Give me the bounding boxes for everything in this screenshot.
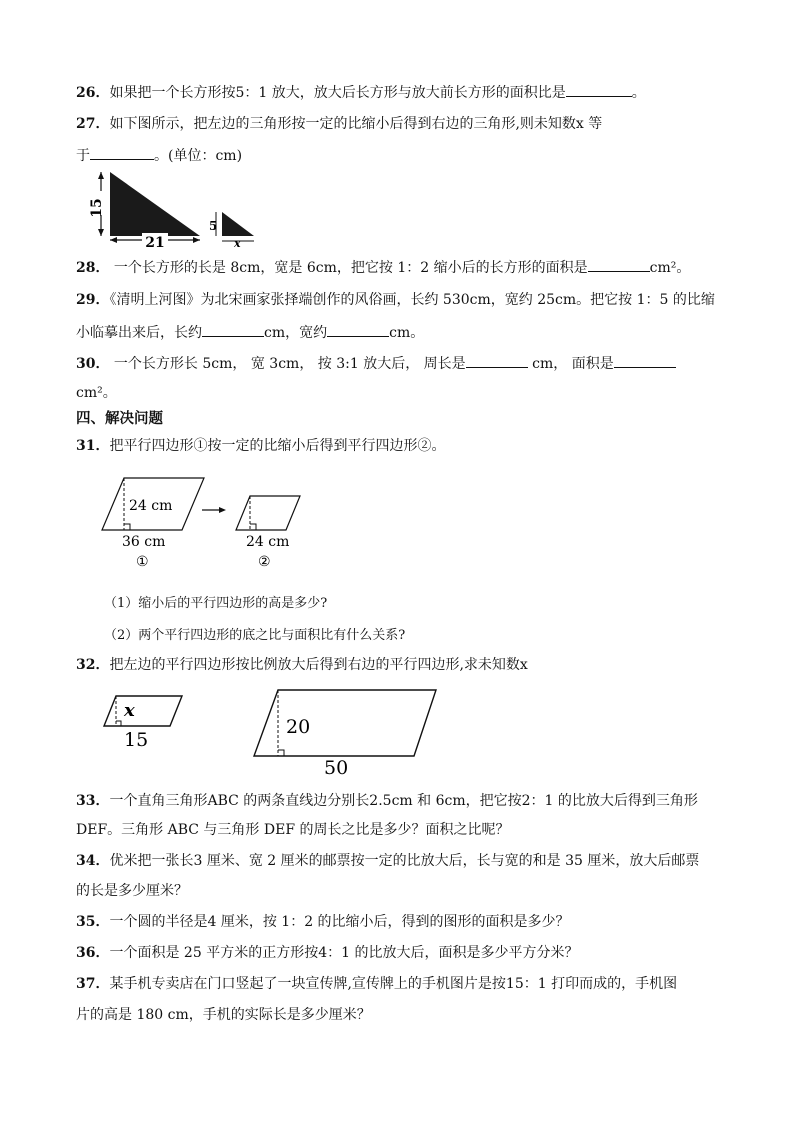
small-parallelogram-base-label: 15: [124, 729, 149, 751]
parallelogram-2-label: ②: [258, 554, 271, 570]
question-number: 34．: [76, 853, 110, 869]
question-37-line2: 片的高是 180 cm，手机的实际长是多少厘米？: [76, 1007, 371, 1023]
question-29: [76, 290, 715, 310]
question-34: [76, 851, 699, 871]
question-33-line2: DEF。三角形 ABC 与三角形 DEF 的周长之比是多少？面积之比呢？: [76, 822, 510, 838]
big-triangle-base-label: 21: [145, 235, 165, 251]
answer-blank[interactable]: [566, 82, 632, 97]
question-text: 一个长方形的长是 8cm，宽是 6cm，把它按 1：2 缩小后的长方形的面积是: [109, 260, 588, 276]
q31-subquestion-2: （2）两个平行四边形的底之比与面积比有什么关系?: [104, 628, 406, 643]
question-text: 一个直角三角形ABC 的两条直线边分别长2.5cm 和 6cm，把它按2：1 的比放大后得到三角形: [109, 793, 698, 809]
q31-subquestion-1: （1）缩小后的平行四边形的高是多少?: [104, 596, 328, 611]
question-text: cm， 面积是: [527, 356, 614, 372]
question-text: 按一定的比缩小后得到平行四边形: [207, 438, 418, 454]
q27-triangles-figure: [89, 168, 264, 251]
question-36: [76, 943, 578, 963]
question-text: 如果把一个长方形按5：1 放大，放大后长方形与放大前长方形的面积比是: [109, 85, 566, 101]
answer-blank[interactable]: [588, 257, 650, 272]
question-text: 于: [76, 148, 90, 164]
question-text: 某手机专卖店在门口竖起了一块宣传牌,宣传牌上的手机图片是按15：1 打印而成的，手机图: [109, 976, 678, 992]
question-number: 30．: [76, 356, 110, 372]
question-34-line2: 的长是多少厘米？: [76, 883, 188, 899]
question-text: 小临摹出来后，长约: [76, 325, 202, 341]
question-text: 一个圆的半径是4 厘米，按 1：2 的比缩小后，得到的图形的面积是多少？: [109, 914, 570, 930]
section-heading: 四、解决问题: [76, 410, 163, 427]
question-text-end: 。: [631, 85, 646, 101]
question-number: 33．: [76, 793, 110, 809]
answer-blank-perimeter[interactable]: [466, 353, 528, 368]
question-28: [76, 257, 690, 278]
q31-parallelograms-figure: [96, 470, 326, 580]
circled-number-1: ①: [193, 438, 208, 454]
question-number: 28．: [76, 260, 110, 276]
parallelogram-1-base-label: 36 cm: [122, 534, 166, 550]
question-text: 一个面积是 25 平方米的正方形按4：1 的比放大后，面积是多少平方分米？: [109, 945, 579, 961]
question-number: 32．: [76, 657, 110, 673]
question-text: 一个长方形长 5cm， 宽 3cm， 按 3:1 放大后， 周长是: [109, 356, 466, 372]
parallelogram-1-label: ①: [136, 554, 149, 570]
question-32: [76, 655, 528, 675]
question-text: 《清明上河图》为北宋画家张择端创作的风俗画，长约 530cm，宽约 25cm。把它按 1：5 的比缩: [109, 292, 715, 308]
question-text: 把左边的平行四边形按比例放大后得到右边的平行四边形,求未知数x: [109, 657, 528, 673]
question-35: [76, 912, 570, 932]
question-33: [76, 791, 698, 811]
answer-blank-length[interactable]: [202, 322, 264, 337]
large-parallelogram: [254, 690, 436, 756]
question-31: [76, 436, 445, 456]
unit-text: cm²。: [76, 385, 117, 401]
small-triangle: [222, 212, 254, 236]
question-number: 36．: [76, 945, 110, 961]
answer-blank-area[interactable]: [614, 353, 676, 368]
question-30: [76, 353, 676, 374]
question-30-line2: [76, 383, 117, 403]
small-triangle-height-label: 5: [209, 219, 218, 233]
question-text: 如下图所示，把左边的三角形按一定的比缩小后得到右边的三角形,则未知数x 等: [109, 116, 603, 132]
question-text-end: cm。: [389, 325, 425, 341]
circled-number-2: ②: [417, 438, 432, 454]
question-text: cm，宽约: [264, 325, 328, 341]
question-number: 27．: [76, 116, 110, 132]
question-number: 26．: [76, 85, 110, 101]
answer-blank-width[interactable]: [327, 322, 389, 337]
answer-blank[interactable]: [90, 145, 154, 160]
parallelogram-2-base-label: 24 cm: [246, 534, 290, 550]
unit-text: cm²。: [649, 260, 691, 276]
small-triangle-base-label: x: [234, 237, 241, 250]
question-29-line2: [76, 322, 424, 343]
q32-parallelograms-figure: [100, 686, 450, 778]
question-26: [76, 82, 646, 103]
large-triangle: [110, 172, 200, 236]
question-text-end: 。(单位：cm): [154, 148, 243, 164]
question-37: [76, 974, 677, 994]
parallelogram-1-height-label: 24 cm: [129, 498, 173, 514]
question-text-end: 。: [431, 438, 446, 454]
question-number: 37．: [76, 976, 110, 992]
small-parallelogram-height-label: x: [124, 700, 135, 721]
parallelogram-2: [236, 496, 300, 530]
question-text: 把平行四边形: [109, 438, 194, 454]
large-parallelogram-base-label: 50: [324, 757, 349, 779]
question-27-line2: [76, 145, 242, 166]
question-number: 31．: [76, 438, 110, 454]
large-parallelogram-height-label: 20: [286, 716, 311, 738]
question-number: 35．: [76, 914, 110, 930]
question-number: 29．: [76, 292, 110, 308]
question-text: 优米把一张长3 厘米、宽 2 厘米的邮票按一定的比放大后，长与宽的和是 35 厘米，放大后邮票: [109, 853, 700, 869]
question-27: [76, 114, 602, 134]
big-triangle-height-label: 15: [89, 198, 105, 218]
